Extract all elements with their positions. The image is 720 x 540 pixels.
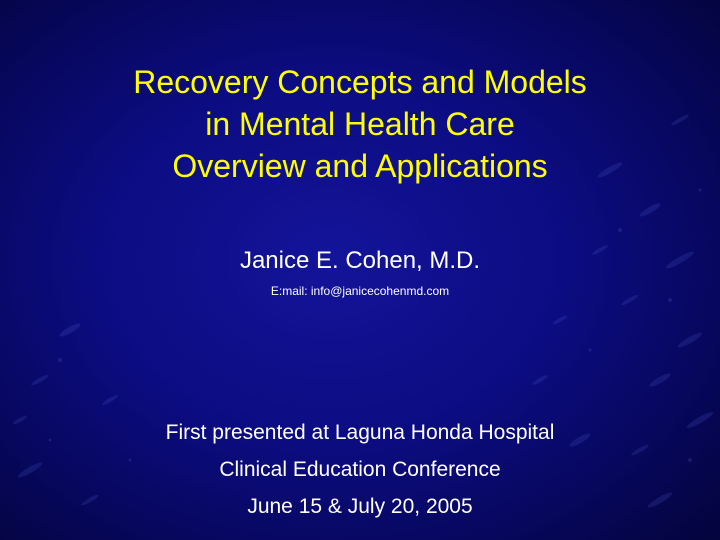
title-line-1: Recovery Concepts and Models <box>133 64 587 100</box>
presentation-note <box>40 414 680 525</box>
slide-title <box>40 61 680 187</box>
footer-line-2: Clinical Education Conference <box>219 458 501 481</box>
footer-line-3: June 15 & July 20, 2005 <box>247 495 473 518</box>
title-line-2: in Mental Health Care <box>205 106 515 142</box>
title-line-3: Overview and Applications <box>172 148 548 184</box>
author-email: E:mail: info@janicecohenmd.com <box>270 284 450 298</box>
author-name: Janice E. Cohen, M.D. <box>239 247 481 274</box>
footer-line-1: First presented at Laguna Honda Hospital <box>165 421 555 444</box>
